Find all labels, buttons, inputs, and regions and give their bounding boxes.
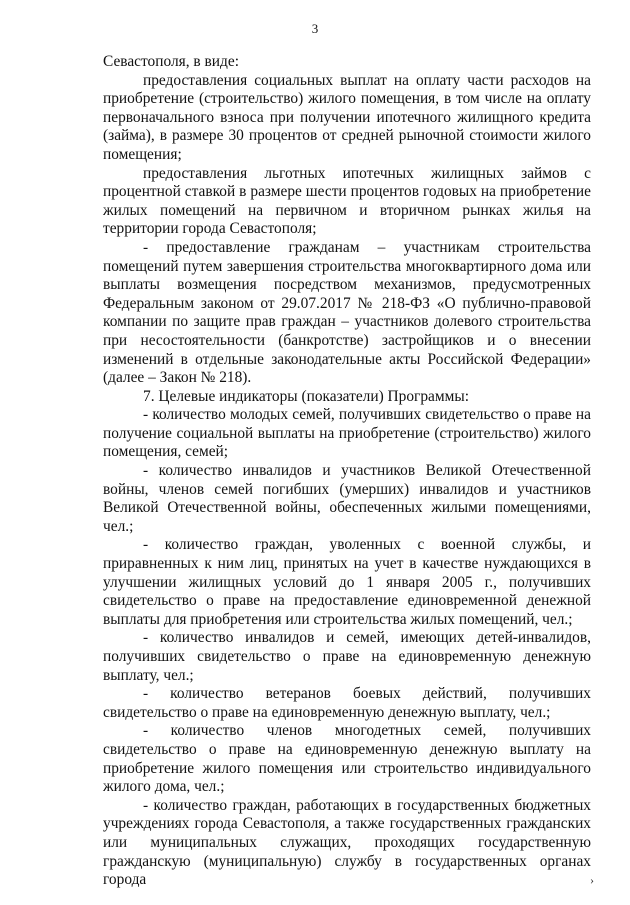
paragraph-social-payments: предоставления социальных выплат на оплату части расходов на приобретение (строительство) жилого помещения, в том числе на оплату первоначального взноса при получении ипотечного жилищного кредита (займа), в размере 30 процентов от средней рыночной стоимости жилого помещения; [103,71,591,163]
document-body [103,53,591,890]
paragraph-indicator-young-families: - количество молодых семей, получивших свидетельство о праве на получение социальной выплаты на приобретение (строительство) жилого помещения, семей; [103,406,591,461]
page-number: 3 [311,21,319,36]
paragraph-indicator-disabled: - количество инвалидов и семей, имеющих детей-инвалидов, получивших свидетельство о праве на единовременную денежную выплату, чел.; [103,629,591,684]
paragraph-indicator-military-discharged: - количество граждан, уволенных с военной службы, и приравненных к ним лиц, принятых на учет в качестве нуждающихся в улучшении жилищных условий до 1 января 2005 г., получивших свидетельство о праве на предоставление единовременной денежной выплаты для приобретения или строительства жилых помещений, чел.; [103,536,591,628]
paragraph-preferential-loans: предоставления льготных ипотечных жилищных займов с процентной ставкой в размере шести процентов годовых на приобретение жилых помещений на первичном и вторичном рынках жилья на территории города Севастополя; [103,164,591,238]
paragraph-indicator-war-veterans: - количество инвалидов и участников Великой Отечественной войны, членов семей погибших (умерших) инвалидов и участников Великой Отечественной войны, обеспеченных жилыми помещениями, чел.; [103,462,591,535]
paragraph-continuation: Севастополя, в виде: [103,53,239,70]
paragraph-construction-participants: - предоставление гражданам – участникам строительства помещений путем завершения строительства многоквартирного дома или выплаты возмещения посредством механизмов, предусмотренных Федеральным законом от 29.07.2017 № 218-ФЗ «О публично-правовой компании по защите прав граждан – участников долевого строительства при несостоятельности (банкротстве) застройщиков и о внесении изменений в отдельные законодательные акты Российской Федерации» (далее – Закон № 218). [103,238,591,387]
margin-mark: › [590,873,594,887]
paragraph-indicator-large-families: - количество членов многодетных семей, получивших свидетельство о праве на единовременную денежную выплату на приобретение жилого помещения или строительство индивидуального жилого дома, чел.; [103,722,591,796]
paragraph-target-indicators-heading: 7. Целевые индикаторы (показатели) Программы: [143,387,469,405]
paragraph-indicator-public-employees: - количество граждан, работающих в государственных бюджетных учреждениях города Севастополя, а также государственных гражданских или муниципальных служащих, проходящих государственную гражданскую (муниципальную) службу в государственных органах города [103,796,591,889]
paragraph-indicator-combat-veterans: - количество ветеранов боевых действий, получивших свидетельство о праве на единовременную денежную выплату, чел.; [103,685,591,721]
